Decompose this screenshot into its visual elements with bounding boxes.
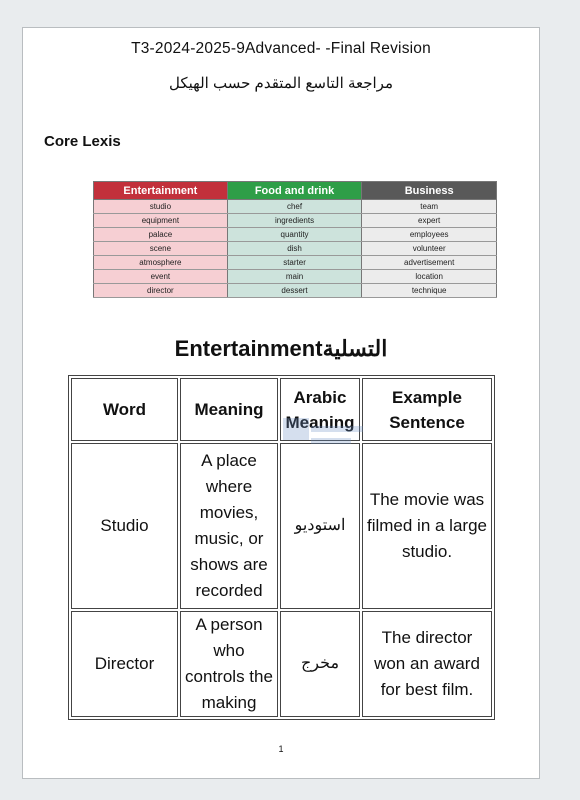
entertainment-heading: Entertainmentالتسلية	[174, 336, 388, 361]
vocab-header-meaning: Meaning	[180, 378, 278, 441]
lexis-cell: team	[362, 200, 497, 214]
lexis-cell: dish	[227, 242, 362, 256]
vocab-row	[71, 611, 492, 717]
lexis-cell: technique	[362, 284, 497, 298]
lexis-cell: employees	[362, 228, 497, 242]
vocab-arabic-meaning: استوديو	[280, 443, 360, 609]
vocab-meaning: A person who controls the making	[180, 611, 278, 717]
lexis-row	[94, 228, 497, 242]
lexis-row	[94, 214, 497, 228]
lexis-cell: main	[227, 270, 362, 284]
lexis-header-entertainment: Entertainment	[94, 182, 228, 200]
lexis-cell: advertisement	[362, 256, 497, 270]
lexis-header-business: Business	[362, 182, 497, 200]
vocab-header-word: Word	[71, 378, 178, 441]
lexis-row	[94, 270, 497, 284]
lexis-cell: studio	[94, 200, 228, 214]
lexis-cell: ingredients	[227, 214, 362, 228]
document-page	[22, 27, 540, 779]
lexis-cell: chef	[227, 200, 362, 214]
lexis-cell: quantity	[227, 228, 362, 242]
vocab-word: Director	[71, 611, 178, 717]
vocab-row	[71, 443, 492, 609]
entertainment-vocabulary-table	[68, 375, 495, 720]
core-lexis-heading: Core Lexis	[44, 133, 121, 150]
lexis-cell: dessert	[227, 284, 362, 298]
document-subtitle-arabic: مراجعة التاسع المتقدم حسب الهيكل	[169, 75, 393, 92]
lexis-cell: palace	[94, 228, 228, 242]
lexis-row	[94, 200, 497, 214]
core-lexis-table	[93, 181, 497, 298]
lexis-cell: starter	[227, 256, 362, 270]
vocab-arabic-meaning: مخرج	[280, 611, 360, 717]
lexis-cell: atmosphere	[94, 256, 228, 270]
lexis-cell: volunteer	[362, 242, 497, 256]
vocab-word: Studio	[71, 443, 178, 609]
page-number: 1	[278, 744, 284, 754]
lexis-cell: expert	[362, 214, 497, 228]
vocab-meaning: A place where movies, music, or shows are recorded	[180, 443, 278, 609]
document-title: T3-2024-2025-9Advanced- -Final Revision	[131, 40, 431, 57]
vocab-header-arabic-meaning: Arabic Meaning	[280, 378, 360, 441]
lexis-row	[94, 242, 497, 256]
vocab-header-row	[71, 378, 492, 441]
lexis-row	[94, 284, 497, 298]
vocab-example-sentence: The director won an award for best film.	[362, 611, 492, 717]
lexis-cell: location	[362, 270, 497, 284]
vocab-example-sentence: The movie was filmed in a large studio.	[362, 443, 492, 609]
lexis-cell: equipment	[94, 214, 228, 228]
lexis-header-row	[94, 182, 497, 200]
lexis-row	[94, 256, 497, 270]
lexis-header-food-and-drink: Food and drink	[227, 182, 362, 200]
lexis-cell: scene	[94, 242, 228, 256]
lexis-cell: event	[94, 270, 228, 284]
lexis-cell: director	[94, 284, 228, 298]
vocab-header-example-sentence: Example Sentence	[362, 378, 492, 441]
